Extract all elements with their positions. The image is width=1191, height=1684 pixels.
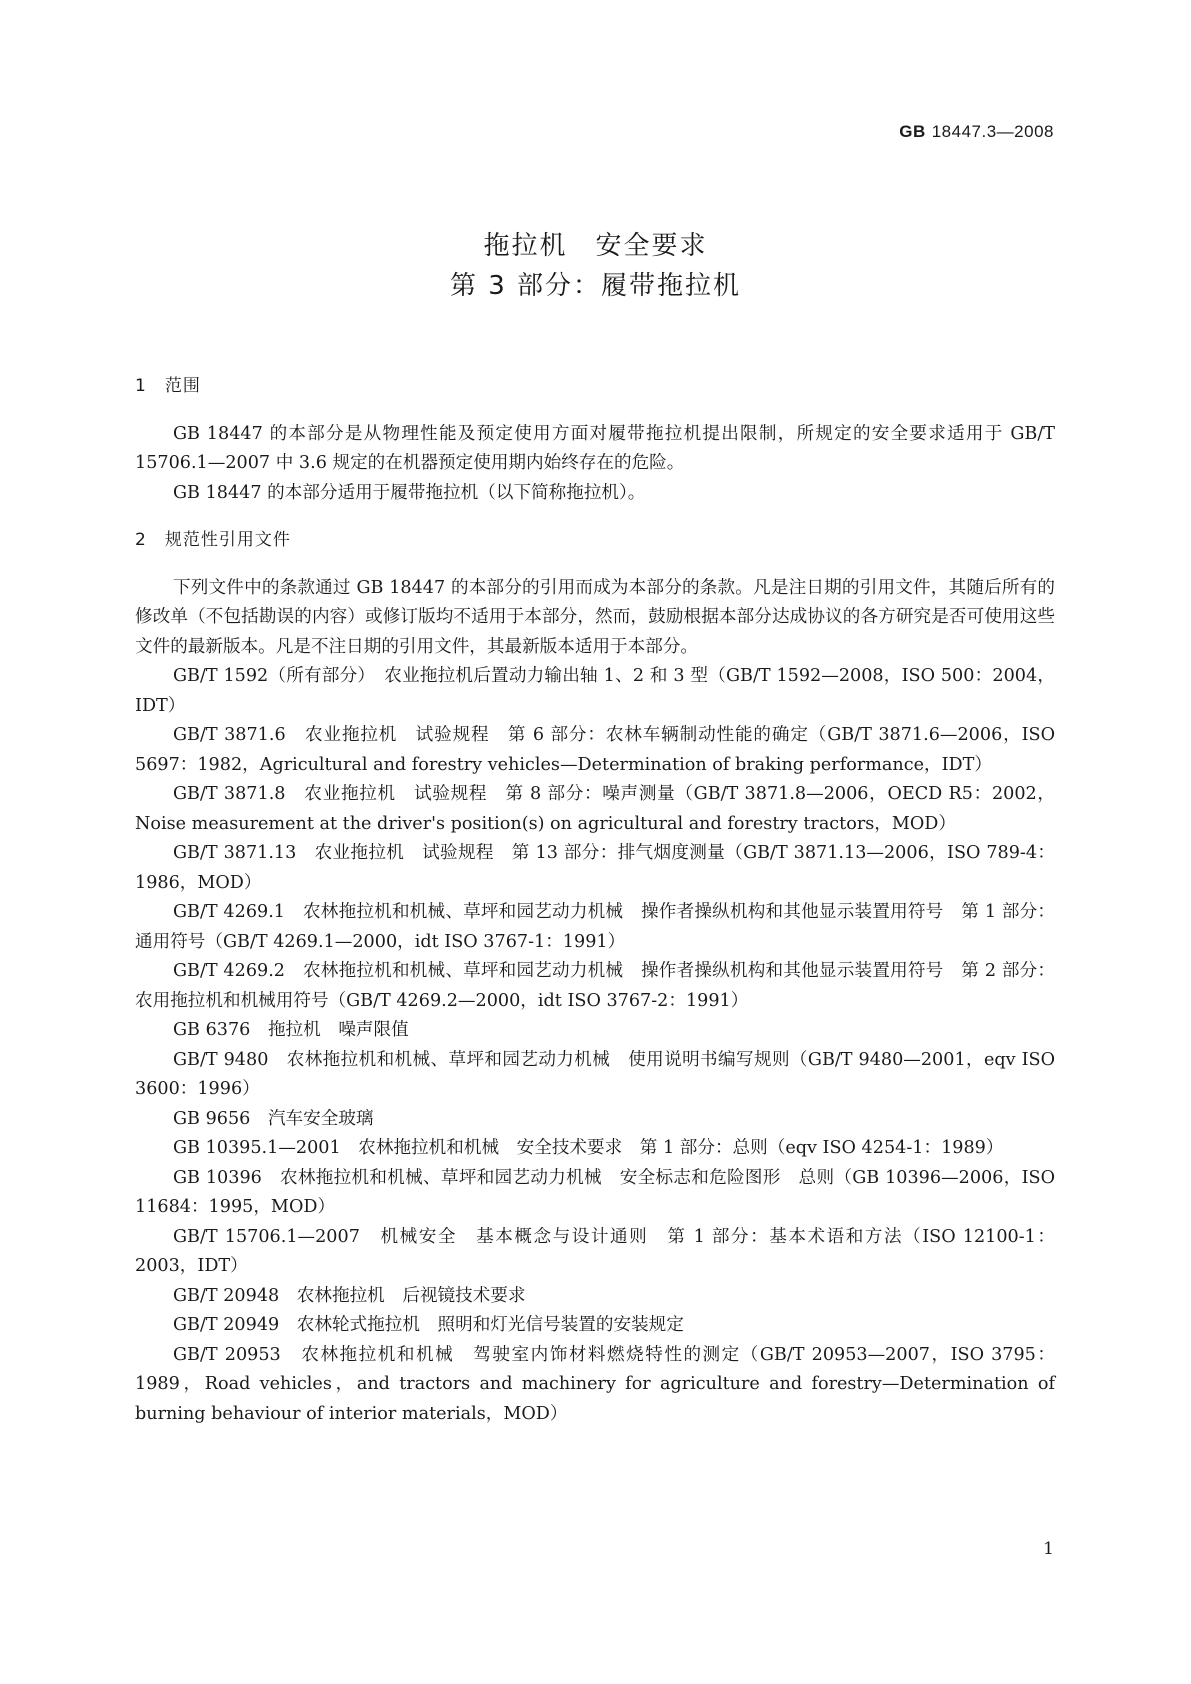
document-body [135, 372, 1055, 1429]
reference-item: GB/T 1592（所有部分） 农业拖拉机后置动力输出轴 1、2 和 3 型（GB/T 1592—2008，ISO 500：2004，IDT） [135, 666, 1055, 716]
section-1-heading [135, 372, 1055, 402]
document-title [0, 226, 1191, 306]
paragraph: GB 18447 的本部分是从物理性能及预定使用方面对履带拖拉机提出限制，所规定的安全要求适用于 GB/T 15706.1—2007 中 3.6 规定的在机器预定使用期内始终存在的危险。 [135, 423, 1055, 473]
page-number: 1 [1043, 1539, 1054, 1559]
reference-item: GB/T 15706.1—2007 机械安全 基本概念与设计通则 第 1 部分：基本术语和方法（ISO 12100-1：2003，IDT） [135, 1226, 1055, 1276]
reference-item: GB/T 4269.2 农林拖拉机和机械、草坪和园艺动力机械 操作者操纵机构和其他显示装置用符号 第 2 部分：农用拖拉机和机械用符号（GB/T 4269.2—2000，idt ISO 3767-2：1991） [135, 961, 1055, 1011]
section-number: 2 [135, 530, 147, 550]
standard-prefix: GB [899, 122, 926, 141]
title-line-1: 拖拉机 安全要求 [483, 231, 708, 261]
reference-item: GB/T 9480 农林拖拉机和机械、草坪和园艺动力机械 使用说明书编写规则（GB/T 9480—2001，eqv ISO 3600：1996） [135, 1049, 1055, 1099]
section-2-heading [135, 526, 1055, 556]
document-code [899, 122, 1054, 142]
reference-item: GB/T 3871.8 农业拖拉机 试验规程 第 8 部分：噪声测量（GB/T 3871.8—2006，OECD R5：2002，Noise measurement at the driver's position(s) on agricultural and forestry tractors，MOD） [135, 784, 1055, 834]
section-title: 规范性引用文件 [164, 530, 291, 550]
reference-item: GB 10396 农林拖拉机和机械、草坪和园艺动力机械 安全标志和危险图形 总则（GB 10396—2006，ISO 11684：1995，MOD） [135, 1167, 1055, 1217]
reference-item: GB/T 3871.6 农业拖拉机 试验规程 第 6 部分：农林车辆制动性能的确定（GB/T 3871.6—2006，ISO 5697：1982，Agricultural and forestry vehicles—Determination of braking performance，IDT） [135, 725, 1055, 775]
paragraph: 下列文件中的条款通过 GB 18447 的本部分的引用而成为本部分的条款。凡是注日期的引用文件，其随后所有的修改单（不包括勘误的内容）或修订版均不适用于本部分，然而，鼓励根据本部分达成协议的各方研究是否可使用这些文件的最新版本。凡是不注日期的引用文件，其最新版本适用于本部分。 [135, 577, 1055, 657]
reference-item: GB/T 3871.13 农业拖拉机 试验规程 第 13 部分：排气烟度测量（GB/T 3871.13—2006，ISO 789-4：1986，MOD） [135, 843, 1055, 893]
reference-item: GB/T 20953 农林拖拉机和机械 驾驶室内饰材料燃烧特性的测定（GB/T 20953—2007，ISO 3795：1989，Road vehicles，and tractors and machinery for agriculture and forestry—Determination of burning behaviour of interior materials，MOD） [135, 1344, 1055, 1424]
section-number: 1 [135, 376, 147, 396]
title-line-2: 第 3 部分：履带拖拉机 [449, 271, 742, 301]
reference-item: GB 10395.1—2001 农林拖拉机和机械 安全技术要求 第 1 部分：总则（eqv ISO 4254-1：1989） [173, 1138, 1004, 1158]
reference-item: GB/T 20948 农林拖拉机 后视镜技术要求 [173, 1285, 526, 1306]
standard-number: 18447.3—2008 [931, 122, 1054, 141]
section-title: 范围 [164, 376, 201, 396]
reference-item: GB/T 20949 农林轮式拖拉机 照明和灯光信号装置的安装规定 [173, 1315, 684, 1335]
reference-item: GB 9656 汽车安全玻璃 [173, 1108, 374, 1129]
reference-item: GB/T 4269.1 农林拖拉机和机械、草坪和园艺动力机械 操作者操纵机构和其他显示装置用符号 第 1 部分：通用符号（GB/T 4269.1—2000，idt ISO 3767-1：1991） [135, 902, 1055, 952]
reference-item: GB 6376 拖拉机 噪声限值 [173, 1020, 409, 1040]
paragraph: GB 18447 的本部分适用于履带拖拉机（以下简称拖拉机）。 [173, 482, 646, 503]
